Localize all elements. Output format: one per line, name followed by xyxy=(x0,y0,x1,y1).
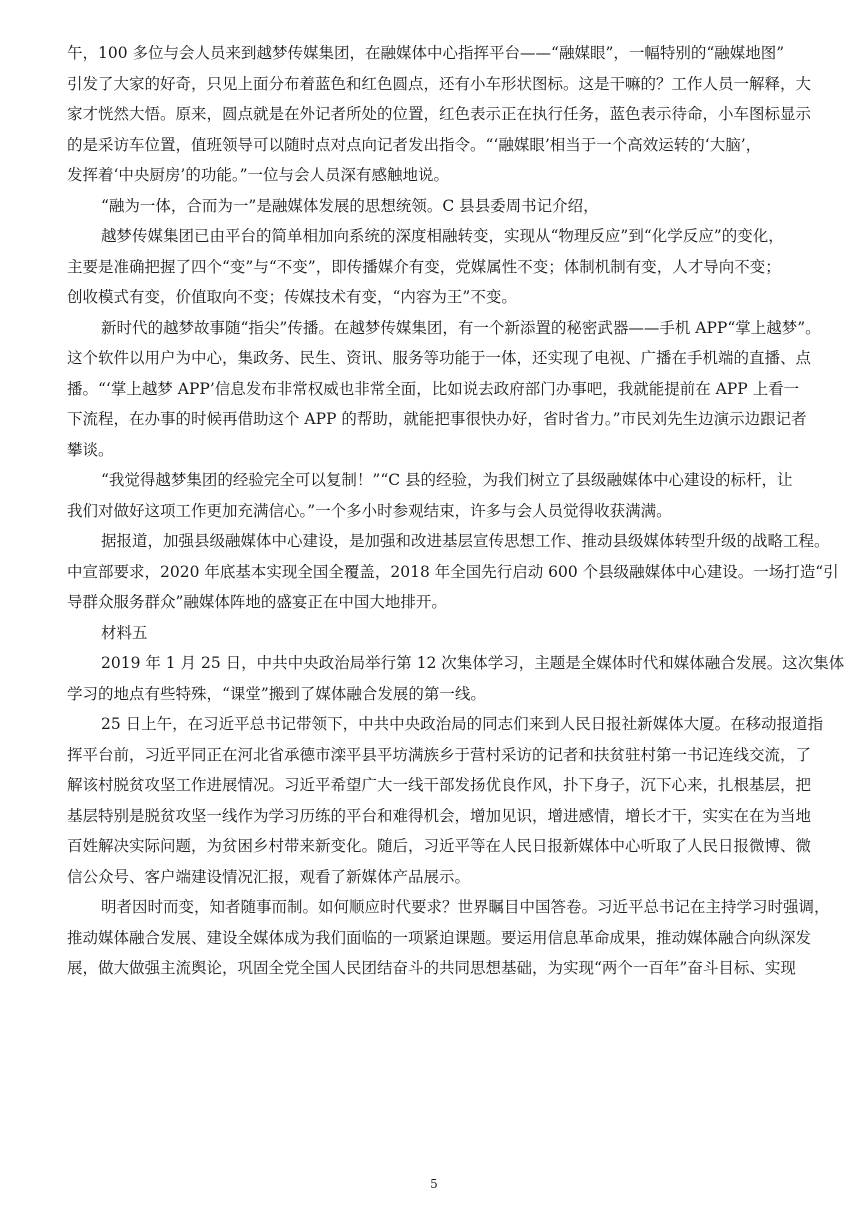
text-line: 下流程，在办事的时候再借助这个 APP 的帮助，就能把事很快办好，省时省力。”市民刘先生边演示边跟记者 xyxy=(67,410,807,428)
text-line: 主要是准确把握了四个“变”与“不变”，即传播媒介有变，党媒属性不变；体制机制有变，人才导向不变； xyxy=(67,257,781,276)
text-line: 百姓解决实际问题，为贫困乡村带来新变化。随后，习近平等在人民日报新媒体中心听取了人民日报微博、微 xyxy=(67,837,812,855)
text-line: 学习的地点有些特殊，“课堂”搬到了媒体融合发展的第一线。 xyxy=(67,684,486,703)
text-line: 展，做大做强主流舆论，巩固全党全国人民团结奋斗的共同思想基础，为实现“两个一百年”奋斗目标、实现 xyxy=(67,959,796,977)
text-line: 发挥着‘中央厨房’的功能。”一位与会人员深有感触地说。 xyxy=(67,166,450,184)
text-line: 的是采访车位置，值班领导可以随时点对点向记者发出指令。“‘融媒眼’相当于一个高效运转的‘大脑’， xyxy=(67,135,762,154)
document-body xyxy=(67,38,845,984)
paragraph-start: 2019 年 1 月 25 日，中共中央政治局举行第 12 次集体学习，主题是全媒体时代和媒体融合发展。这次集体 xyxy=(101,654,845,672)
paragraph-start: 明者因时而变，知者随事而制。如何顺应时代要求？世界瞩目中国答卷。习近平总书记在主持学习时强调， xyxy=(101,898,830,916)
text-line: 导群众服务群众”融媒体阵地的盛宴正在中国大地排开。 xyxy=(67,593,447,611)
text-line: 基层特别是脱贫攻坚一线作为学习历练的平台和难得机会，增加见识，增进感情，增长才干，实实在在为当地 xyxy=(67,806,812,825)
text-line: 挥平台前，习近平同正在河北省承德市滦平县平坊满族乡于营村采访的记者和扶贫驻村第一书记连线交流，了 xyxy=(67,745,812,764)
text-line: 解该村脱贫攻坚工作进展情况。习近平希望广大一线干部发扬优良作风，扑下身子，沉下心来，扎根基层，把 xyxy=(67,776,812,794)
section-heading: 材料五 xyxy=(101,623,148,642)
paragraph-start: 25 日上午，在习近平总书记带领下，中共中央政治局的同志们来到人民日报社新媒体大厦。在移动报道指 xyxy=(101,715,824,733)
text-line: 这个软件以用户为中心，集政务、民生、资讯、服务等功能于一体，还实现了电视、广播在手机端的直播、点 xyxy=(67,349,812,367)
text-line: 创收模式有变，价值取向不变；传媒技术有变，“内容为王”不变。 xyxy=(67,288,517,306)
text-line: 家才恍然大悟。原来，圆点就是在外记者所处的位置，红色表示正在执行任务，蓝色表示待命，小车图标显示 xyxy=(67,105,812,123)
paragraph-start: 越梦传媒集团已由平台的简单相加向系统的深度相融转变，实现从“物理反应”到“化学反应”的变化， xyxy=(101,227,784,245)
text-line: 午，100 多位与会人员来到越梦传媒集团，在融媒体中心指挥平台——“融媒眼”，一幅特别的“融媒地图” xyxy=(67,44,785,62)
text-line: 我们对做好这项工作更加充满信心。”一个多小时参观结束，许多与会人员觉得收获满满。 xyxy=(67,501,672,520)
text-line: 信公众号、客户端建设情况汇报，观看了新媒体产品展示。 xyxy=(67,867,471,886)
text-line: 引发了大家的好奇，只见上面分布着蓝色和红色圆点，还有小车形状图标。这是干嘛的？工作人员一解释，大 xyxy=(67,74,812,93)
page-number: 5 xyxy=(430,1177,438,1191)
paragraph-start: “融为一体，合而为一”是融媒体发展的思想统领。C 县县委周书记介绍， xyxy=(101,196,599,215)
paragraph-start: 新时代的越梦故事随“指尖”传播。在越梦传媒集团，有一个新添置的秘密武器——手机 APP“掌上越梦”。 xyxy=(101,318,821,337)
text-line: 攀谈。 xyxy=(67,440,114,459)
paragraph-start: “我觉得越梦集团的经验完全可以复制！”“C 县的经验，为我们树立了县级融媒体中心建设的标杆，让 xyxy=(101,471,793,489)
text-line: 中宣部要求，2020 年底基本实现全国全覆盖，2018 年全国先行启动 600 个县级融媒体中心建设。一场打造“引 xyxy=(67,562,839,581)
paragraph-start: 据报道，加强县级融媒体中心建设，是加强和改进基层宣传思想工作、推动县级媒体转型升级的战略工程。 xyxy=(101,532,830,550)
text-line: 播。“‘掌上越梦 APP’信息发布非常权威也非常全面，比如说去政府部门办事吧，我就能提前在 APP 上看一 xyxy=(67,379,800,398)
text-line: 推动媒体融合发展、建设全媒体成为我们面临的一项紧迫课题。要运用信息革命成果，推动媒体融合向纵深发 xyxy=(67,928,812,947)
